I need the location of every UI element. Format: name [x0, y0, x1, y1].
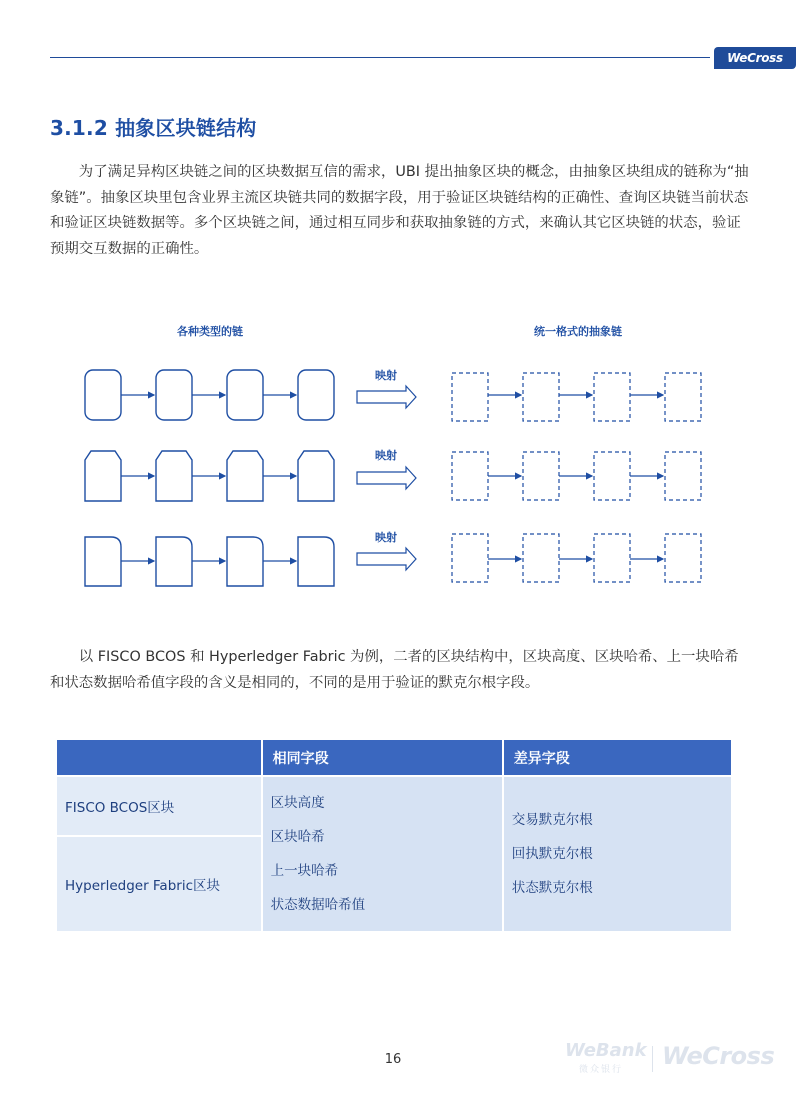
wecross-header-logo: WeCross	[714, 47, 796, 69]
same-fields-cell	[262, 776, 503, 932]
abstract-block	[523, 534, 559, 582]
row-label-fabric: Hyperledger Fabric区块	[56, 836, 262, 932]
footer-logos	[565, 1040, 790, 1080]
example-paragraph: 以 FISCO BCOS 和 Hyperledger Fabric 为例，二者的区块结构中，区块高度、区块哈希、上一块哈希和状态数据哈希值字段的含义是相同的，不同的是用于验证的默克尔根字段。	[50, 649, 739, 691]
chain-mapping-diagram	[50, 310, 760, 610]
block-field-comparison-table	[55, 738, 733, 933]
corner-rounded-block	[298, 537, 334, 586]
abstract-block	[523, 373, 559, 421]
table-header-diff-fields: 差异字段	[503, 739, 732, 776]
chamfered-block	[298, 451, 334, 501]
chamfered-block	[85, 451, 121, 501]
same-field-item: 状态数据哈希值	[270, 897, 366, 913]
right-diagram-title: 统一格式的抽象链	[534, 325, 622, 338]
rounded-block	[85, 370, 121, 420]
abstract-block	[665, 373, 701, 421]
abstract-block	[665, 534, 701, 582]
table-row	[56, 776, 732, 836]
chamfered-block	[156, 451, 192, 501]
mapping-label: 映射	[375, 449, 397, 462]
corner-rounded-block	[85, 537, 121, 586]
intro-paragraph: 为了满足异构区块链之间的区块数据互信的需求，UBI 提出抽象区块的概念，由抽象区块组成的链称为“抽象链”。抽象区块里包含业界主流区块链共同的数据字段，用于验证区块链结构的正确性、查询区块链当前状态和验证区块链数据等。多个区块链之间，通过相互同步和获取抽象链的方式，来确认其它区块链的状态，验证预期交互数据的正确性。	[50, 164, 749, 257]
same-field-item: 区块高度	[270, 795, 325, 811]
page-number: 16	[384, 1052, 402, 1067]
footer-divider	[652, 1046, 653, 1072]
abstract-block	[665, 452, 701, 500]
section-title: 3.1.2 抽象区块链结构	[50, 116, 257, 140]
webank-chinese-name: 微众银行	[579, 1065, 624, 1075]
diff-field-item: 状态默克尔根	[511, 880, 593, 896]
wecross-footer-logo: WeCross	[662, 1042, 775, 1070]
rounded-block	[298, 370, 334, 420]
abstract-block	[594, 373, 630, 421]
diff-fields-cell	[503, 776, 732, 932]
chamfered-block	[227, 451, 263, 501]
same-field-item: 上一块哈希	[270, 863, 339, 879]
mapping-arrow	[357, 548, 416, 570]
mapping-label: 映射	[375, 369, 397, 382]
header-rule	[50, 57, 710, 58]
mapping-arrow	[357, 467, 416, 489]
mapping-arrow	[357, 386, 416, 408]
table-header-blank	[56, 739, 262, 776]
left-diagram-title: 各种类型的链	[177, 325, 243, 338]
table-header-same-fields: 相同字段	[262, 739, 503, 776]
diff-field-item: 回执默克尔根	[511, 846, 593, 862]
row-label-fisco: FISCO BCOS区块	[56, 776, 262, 836]
abstract-block	[452, 534, 488, 582]
webank-logo: WeBank	[565, 1040, 647, 1061]
rounded-block	[156, 370, 192, 420]
rounded-block	[227, 370, 263, 420]
corner-rounded-block	[156, 537, 192, 586]
abstract-block	[452, 373, 488, 421]
abstract-block	[594, 534, 630, 582]
table-header-row	[56, 739, 732, 776]
mapping-label: 映射	[375, 531, 397, 544]
same-field-item: 区块哈希	[270, 829, 325, 845]
abstract-block	[452, 452, 488, 500]
corner-rounded-block	[227, 537, 263, 586]
diff-field-item: 交易默克尔根	[511, 812, 593, 828]
abstract-block	[523, 452, 559, 500]
abstract-block	[594, 452, 630, 500]
